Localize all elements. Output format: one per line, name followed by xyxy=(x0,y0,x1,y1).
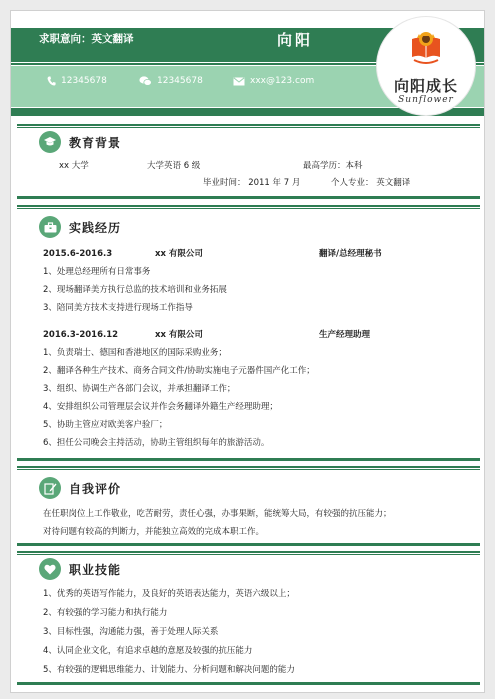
pen-icon xyxy=(39,477,61,499)
phone-number: 12345678 xyxy=(61,76,107,86)
job-duty: 6、担任公司晚会主持活动，协助主管组织每年的旅游活动。 xyxy=(43,438,270,448)
job-intention: 求职意向：英文翻译 xyxy=(39,33,134,45)
skill-item: 2、有较强的学习能力和执行能力 xyxy=(43,608,168,618)
section-rule xyxy=(17,205,480,209)
skill-item: 3、目标性强，沟通能力强，善于处理人际关系 xyxy=(43,627,219,637)
education-title: 教育背景 xyxy=(69,135,122,150)
job-duty: 2、翻译各种生产技术、商务合同文件/协助实施电子元器件国产化工作； xyxy=(43,366,315,376)
logo-subtitle: Sunflower xyxy=(398,95,454,105)
job-duty: 5、协助主管应对欧美客户验厂； xyxy=(43,420,168,430)
section-rule xyxy=(17,551,480,555)
contact-phone xyxy=(47,76,107,86)
briefcase-icon xyxy=(39,216,61,238)
job-company: xx 有限公司 xyxy=(155,330,203,340)
self-eval-line: 在任职岗位上工作敬业，吃苦耐劳，责任心强，办事果断，能统筹大局，有较强的抗压能力； xyxy=(43,509,392,519)
section-rule xyxy=(17,543,480,546)
self-eval-heading xyxy=(39,477,121,499)
email-address: xxx@123.com xyxy=(250,76,315,86)
job-duty: 4、安排组织公司管理层会议并作会务翻译外籍生产经理助理； xyxy=(43,402,278,412)
education-english-level: 大学英语 6 级 xyxy=(147,161,201,171)
candidate-name: 向阳 xyxy=(277,31,314,49)
education-degree: 最高学历：本科 xyxy=(303,161,363,171)
email-icon xyxy=(233,77,245,86)
logo-title: 向阳成长 xyxy=(393,77,458,95)
contact-email xyxy=(233,76,314,86)
heart-icon xyxy=(39,558,61,580)
job-company: xx 有限公司 xyxy=(155,249,203,259)
job-role: 翻译/总经理秘书 xyxy=(319,249,382,259)
job-period: 2016.3-2016.12 xyxy=(43,330,119,340)
job-duty: 3、组织、协调生产各部门会议，并承担翻译工作； xyxy=(43,384,236,394)
job-duty: 3、陪同美方技术支持进行现场工作指导 xyxy=(43,303,193,313)
resume-page xyxy=(10,10,485,693)
sunflower-book-icon xyxy=(409,27,443,71)
skill-item: 4、认同企业文化，有追求卓越的意愿及较强的抗压能力 xyxy=(43,646,253,656)
skills-title: 职业技能 xyxy=(69,562,122,577)
education-grad-date: 毕业时间： 2011 年 7 月 xyxy=(203,178,301,188)
education-major: 个人专业： 英文翻译 xyxy=(331,178,411,188)
job-role: 生产经理助理 xyxy=(319,330,371,340)
logo-badge xyxy=(377,17,475,115)
section-rule xyxy=(17,682,480,685)
job-duty: 1、负责瑞士、德国和香港地区的国际采购业务； xyxy=(43,348,227,358)
contact-wechat xyxy=(139,76,203,86)
job-duty: 1、处理总经理所有日常事务 xyxy=(43,267,151,277)
wechat-number: 12345678 xyxy=(157,76,203,86)
self-eval-title: 自我评价 xyxy=(69,481,122,496)
education-heading xyxy=(39,131,121,153)
graduation-cap-icon xyxy=(39,131,61,153)
experience-heading xyxy=(39,216,121,238)
self-eval-line: 对待问题有较高的判断力，并能独立高效的完成本职工作。 xyxy=(43,527,265,537)
section-top-rule xyxy=(17,124,480,128)
job-period: 2015.6-2016.3 xyxy=(43,249,113,259)
education-school: xx 大学 xyxy=(59,161,89,171)
skill-item: 1、优秀的英语写作能力，及良好的英语表达能力，英语六级以上； xyxy=(43,589,295,599)
section-rule xyxy=(17,196,480,199)
skills-heading xyxy=(39,558,121,580)
job-duty: 2、现场翻译美方执行总监的技术培训和业务拓展 xyxy=(43,285,227,295)
skill-item: 5、有较强的逻辑思维能力、计划能力、分析问题和解决问题的能力 xyxy=(43,665,295,675)
phone-icon xyxy=(47,76,56,86)
wechat-icon xyxy=(139,76,152,86)
experience-title: 实践经历 xyxy=(69,220,122,235)
section-rule xyxy=(17,466,480,470)
section-rule xyxy=(17,458,480,461)
